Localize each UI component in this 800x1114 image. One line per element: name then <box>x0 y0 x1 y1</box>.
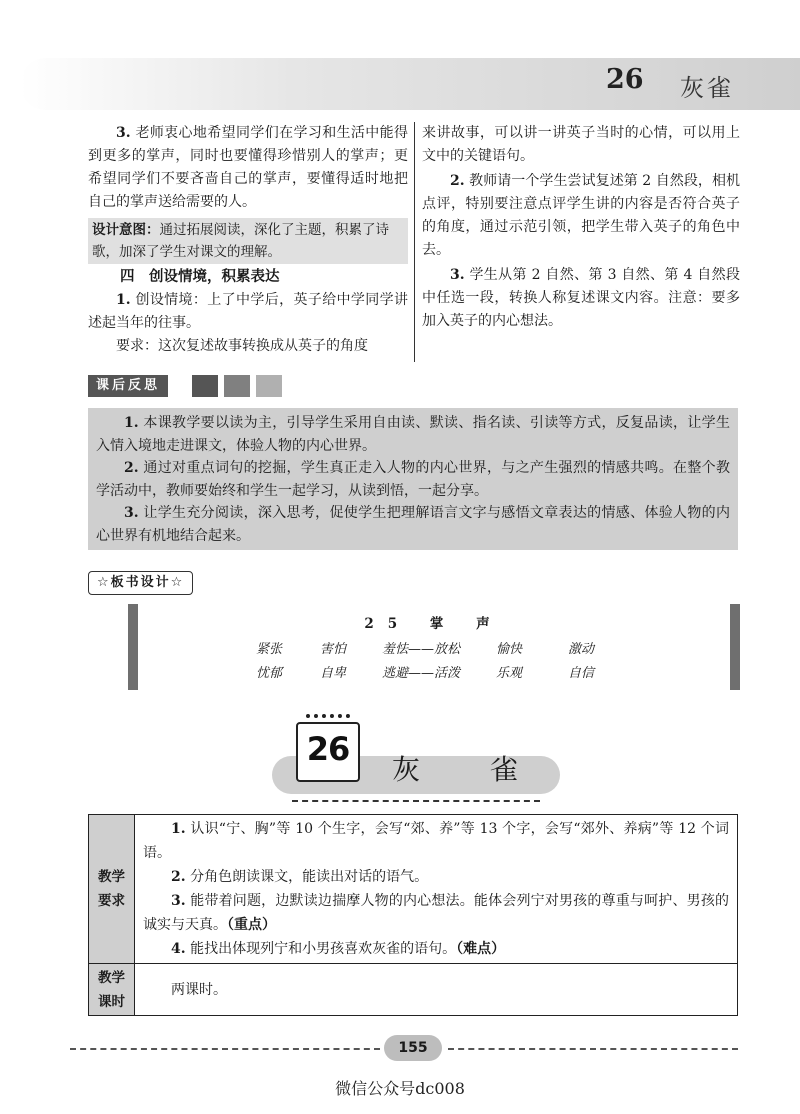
board-word: 自信 <box>568 666 595 681</box>
calendar-icon <box>296 722 360 782</box>
reflection-item-3: 3. 让学生充分阅读，深入思考，促使学生把理解语言文字与感悟文章表达的情感、体验人物的内心世界有机地结合起来。 <box>96 505 730 544</box>
requirements-label: 教学 要求 <box>89 815 135 964</box>
board-word: 逃避——活泼 <box>382 666 461 681</box>
emblem-dashed-line <box>292 800 540 802</box>
board-word: 害怕 <box>320 642 347 657</box>
lesson-title-char-2: 雀 <box>490 753 519 786</box>
decor-block-1 <box>192 375 218 397</box>
decor-block-2 <box>224 375 250 397</box>
reflection-item-2: 2. 通过对重点词句的挖掘，学生真正走入人物的内心世界，与之产生强烈的情感共鸣。在整个教学活动中，教师要始终和学生一起学习，从读到悟，一起分享。 <box>96 460 730 499</box>
left-step-1: 1. 创设情境：上了中学后，英子给中学同学讲述起当年的往事。 <box>88 292 409 331</box>
table-row <box>89 815 738 964</box>
section-heading: 四 创设情境，积累表达 <box>120 269 280 285</box>
page-number: 155 <box>384 1035 442 1061</box>
teaching-goals-table <box>88 814 738 1016</box>
design-intent-box <box>88 218 408 264</box>
difficulty-tag: （难点） <box>456 941 506 957</box>
footer-dashed-line-right <box>448 1048 738 1050</box>
board-design-box <box>128 604 740 690</box>
right-step-2: 2. 教师请一个学生尝试复述第 2 自然段，相机点评，特别要注意点评学生讲的内容是否符合英子的角度，通过示范引领，把学生带入英子的角色中去。 <box>422 173 741 258</box>
periods-content: 两课时。 <box>135 964 738 1016</box>
table-row <box>89 964 738 1016</box>
left-requirement: 要求：这次复述故事转换成从英子的角度 <box>116 338 368 354</box>
design-intent-text: 通过拓展阅读，深化了主题，积累了诗歌，加深了学生对课文的理解。 <box>92 222 389 260</box>
goal-item-4: 4. 能找出体现列宁和小男孩喜欢灰雀的语句。（难点） <box>171 941 506 957</box>
board-word: 自卑 <box>320 666 347 681</box>
right-continuation: 来讲故事，可以讲一讲英子当时的心情，可以用上文中的关键语句。 <box>422 125 740 164</box>
board-word: 乐观 <box>496 666 523 681</box>
board-word: 忧郁 <box>256 666 283 681</box>
lesson-emblem <box>272 716 560 796</box>
chapter-number: 26 <box>606 64 644 95</box>
board-title: 25 掌 声 <box>364 616 504 632</box>
design-intent-label: 设计意图： <box>92 222 160 238</box>
periods-label: 教学 课时 <box>89 964 135 1016</box>
footer-dashed-line-left <box>70 1048 380 1050</box>
right-column <box>422 122 740 333</box>
goal-item-2: 2. 分角色朗读课文，能读出对话的语气。 <box>171 869 429 885</box>
board-word: 羞怯——放松 <box>382 642 461 657</box>
left-column <box>88 122 408 358</box>
right-step-3: 3. 学生从第 2 自然、第 3 自然、第 4 自然段中任选一段，转换人称复述课文内容。注意：要多加入英子的内心想法。 <box>422 267 740 329</box>
column-divider <box>414 122 415 362</box>
left-paragraph-3: 3. 老师衷心地希望同学们在学习和生活中能得到更多的掌声，同时也要懂得珍惜别人的掌声；更希望同学们不要吝啬自己的掌声，要懂得适时地把自己的掌声送给需要的人。 <box>88 125 409 210</box>
board-inner <box>138 604 730 690</box>
requirements-content <box>135 815 738 964</box>
board-word: 激动 <box>568 642 595 657</box>
reflection-box <box>88 408 738 550</box>
goal-item-3: 3. 能带着问题，边默读边揣摩人物的内心想法。能体会列宁对男孩的尊重与呵护、男孩的诚实与天真。（重点） <box>143 893 730 933</box>
goal-item-1: 1. 认识“宁、胸”等 10 个生字，会写“郊、养”等 13 个字，会写“郊外、养病”等 12 个词语。 <box>143 821 730 861</box>
board-word: 愉快 <box>496 642 523 657</box>
watermark-text: 微信公众号dc008 <box>335 1079 465 1098</box>
chapter-title: 灰雀 <box>680 74 734 102</box>
reflection-label: 课后反思 <box>88 375 168 397</box>
lesson-title-char-1: 灰 <box>392 753 421 786</box>
board-design-label: ☆板书设计☆ <box>88 571 193 595</box>
reflection-item-1: 1. 本课教学要以读为主，引导学生采用自由读、默读、指名读、引读等方式，反复品读，让学生入情入境地走进课文，体验人物的内心世界。 <box>96 415 730 454</box>
decor-block-3 <box>256 375 282 397</box>
key-point-tag: （重点） <box>227 917 276 933</box>
board-word: 紧张 <box>256 642 283 657</box>
lesson-number: 26 <box>306 730 350 768</box>
